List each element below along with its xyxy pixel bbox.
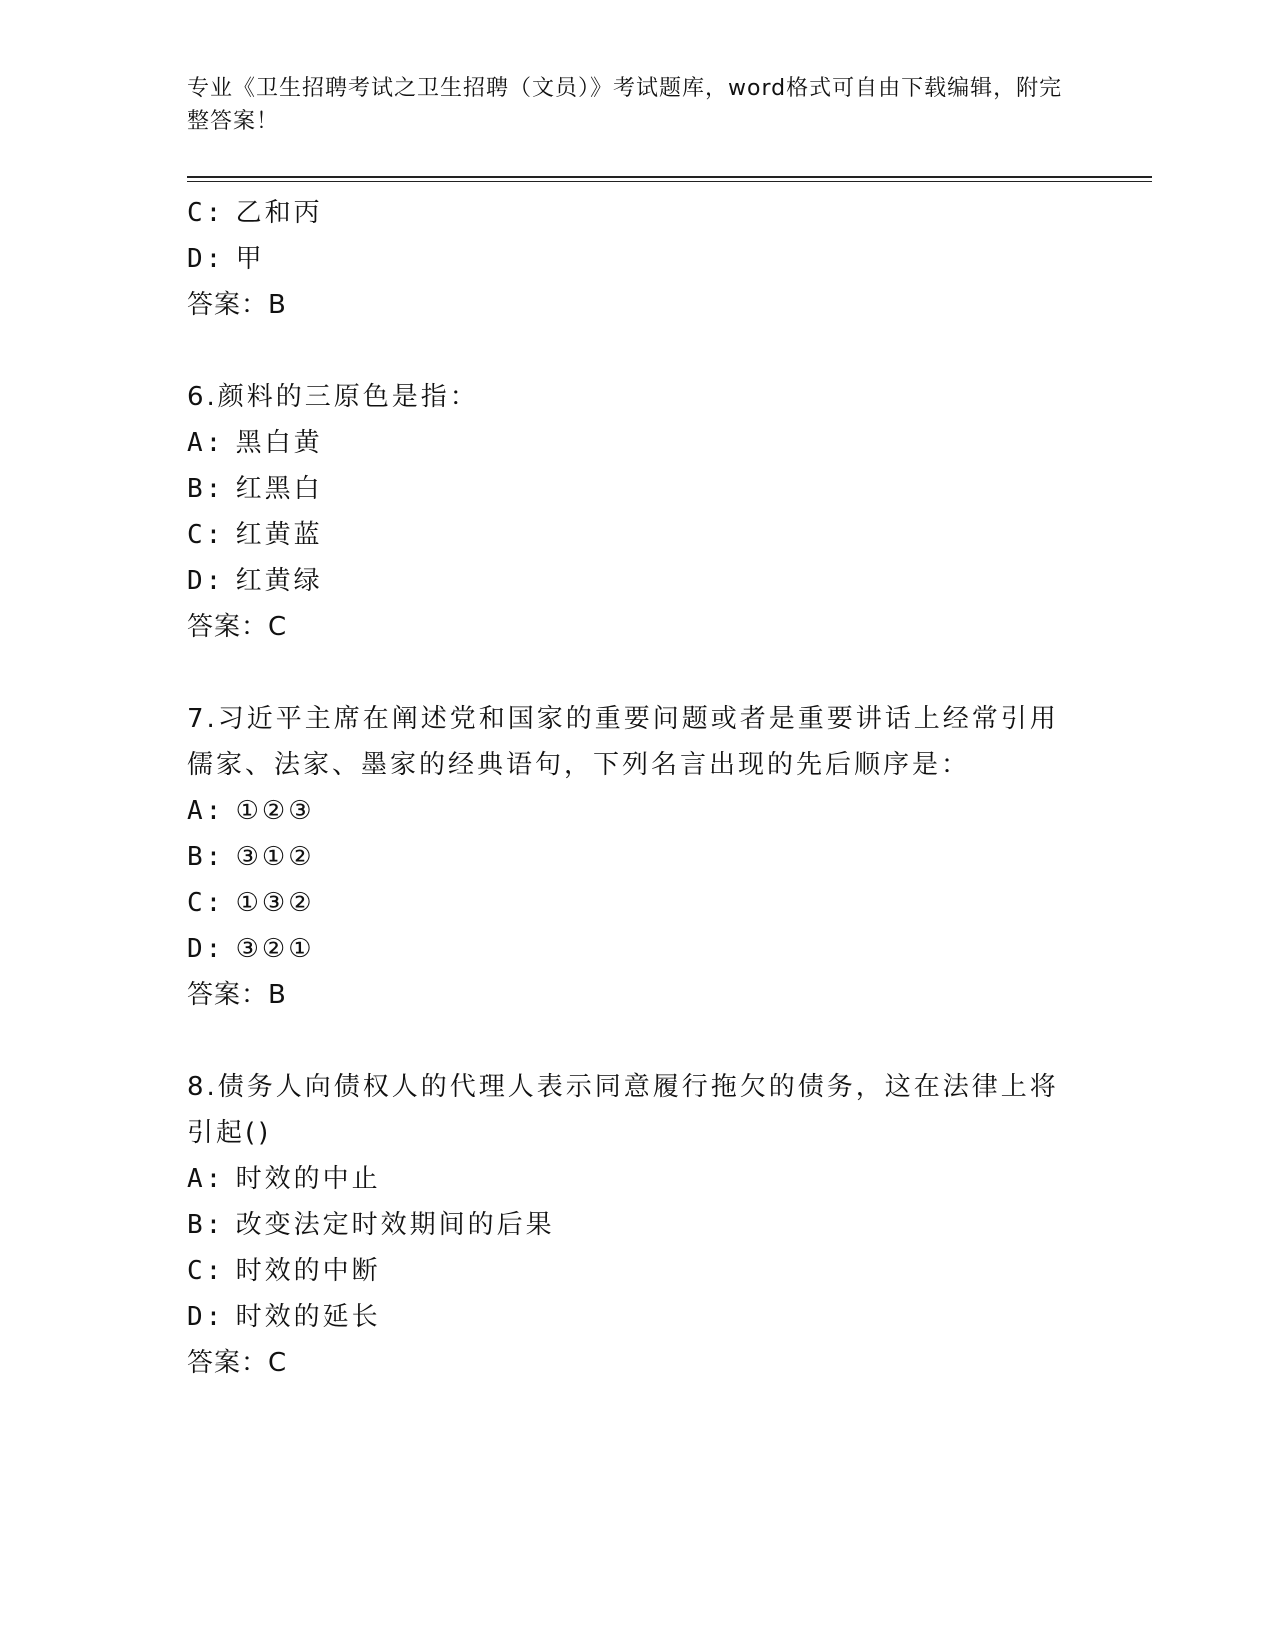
option-text: ③②① — [235, 934, 315, 964]
document-header — [187, 72, 1067, 138]
option-label: A: — [187, 796, 225, 826]
spacer — [187, 650, 1067, 696]
option-b — [187, 1202, 1067, 1248]
answer-line: 答案：C — [187, 612, 288, 642]
option-text: 时效的中断 — [235, 1256, 381, 1286]
question-block — [187, 1064, 1067, 1386]
option-text: 黑白黄 — [235, 428, 323, 458]
option-label: D: — [187, 244, 225, 274]
option-label: C: — [187, 520, 225, 550]
option-a — [187, 1156, 1067, 1202]
question-block — [187, 696, 1067, 1018]
spacer — [187, 328, 1067, 374]
option-label: C: — [187, 1256, 225, 1286]
question-list — [187, 190, 1067, 1386]
option-d — [187, 926, 1067, 972]
option-text: ①③② — [235, 888, 315, 918]
option-label: B: — [187, 474, 225, 504]
option-label: B: — [187, 1210, 225, 1240]
option-text: 乙和丙 — [235, 198, 323, 228]
option-label: D: — [187, 1302, 225, 1332]
option-label: D: — [187, 566, 225, 596]
option-c — [187, 190, 1067, 236]
header-title: 专业《卫生招聘考试之卫生招聘（文员）》考试题库，word格式可自由下载编辑，附完整答案！ — [187, 76, 1063, 134]
option-label: C: — [187, 888, 225, 918]
option-text: 时效的延长 — [235, 1302, 381, 1332]
question-text: 6.颜料的三原色是指： — [187, 382, 479, 412]
option-text: 红黄蓝 — [235, 520, 323, 550]
option-b — [187, 834, 1067, 880]
option-d — [187, 558, 1067, 604]
answer-line: 答案：C — [187, 1348, 288, 1378]
answer-line: 答案：B — [187, 980, 287, 1010]
option-text: 时效的中止 — [235, 1164, 381, 1194]
option-text: ①②③ — [235, 796, 315, 826]
option-label: A: — [187, 428, 225, 458]
option-d — [187, 236, 1067, 282]
option-c — [187, 1248, 1067, 1294]
option-text: 甲 — [235, 244, 265, 274]
option-text: 红黄绿 — [235, 566, 323, 596]
question-block — [187, 190, 1067, 328]
option-b — [187, 466, 1067, 512]
answer-line: 答案：B — [187, 290, 287, 320]
option-label: A: — [187, 1164, 225, 1194]
header-divider-thin — [187, 181, 1152, 182]
option-label: B: — [187, 842, 225, 872]
header-divider-thick — [187, 176, 1152, 178]
option-text: ③①② — [235, 842, 315, 872]
spacer — [187, 1018, 1067, 1064]
option-text: 红黑白 — [235, 474, 323, 504]
option-a — [187, 788, 1067, 834]
option-c — [187, 512, 1067, 558]
option-c — [187, 880, 1067, 926]
option-label: D: — [187, 934, 225, 964]
option-d — [187, 1294, 1067, 1340]
question-text: 7.习近平主席在阐述党和国家的重要问题或者是重要讲话上经常引用儒家、法家、墨家的经典语句，下列名言出现的先后顺序是： — [187, 704, 1059, 780]
question-block — [187, 374, 1067, 650]
option-text: 改变法定时效期间的后果 — [235, 1210, 555, 1240]
option-a — [187, 420, 1067, 466]
question-text: 8.债务人向债权人的代理人表示同意履行拖欠的债务，这在法律上将引起() — [187, 1072, 1059, 1148]
option-label: C: — [187, 198, 225, 228]
